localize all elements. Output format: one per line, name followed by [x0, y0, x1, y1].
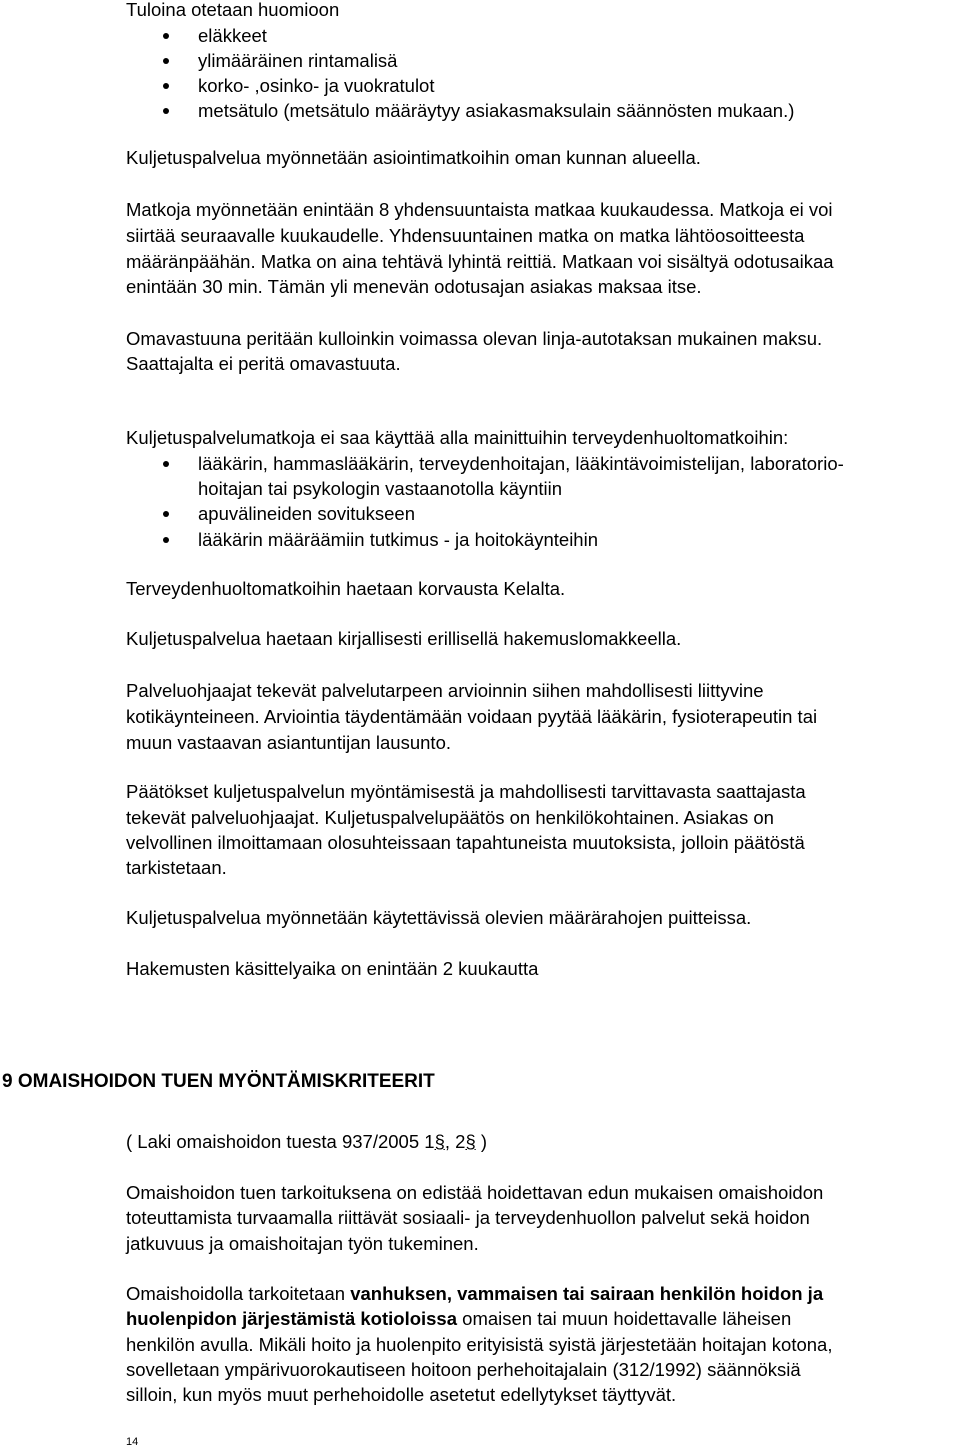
- text-line: Päätökset kuljetuspalvelun myöntämisestä ja mahdollisesti tarvittavasta saattajasta: [126, 781, 806, 802]
- bold-text: vanhuksen, vammaisen tai sairaan henkilön hoidon ja: [350, 1283, 824, 1304]
- text-line: Omaishoidon tuen tarkoituksena on edistää hoidettavan edun mukaisen omaishoidon: [126, 1182, 824, 1203]
- text-line: Saattajalta ei peritä omavastuuta.: [126, 353, 401, 374]
- list-item: apuvälineiden sovitukseen: [198, 503, 416, 524]
- text-line: silloin, kun myös muut perhehoidolle asetetut edellytykset täyttyvät.: [126, 1384, 677, 1405]
- bullet-icon: [163, 461, 169, 467]
- bullet-icon: [163, 511, 169, 517]
- text-line: sovelletaan ympärivuorokautiseen hoitoon perhehoitajalain (312/1992) säännöksiä: [126, 1359, 801, 1380]
- health-title: Kuljetuspalvelumatkoja ei saa käyttää alla mainittuihin terveydenhuoltomatkoihin:: [126, 427, 789, 448]
- paragraph-area: Kuljetuspalvelua myönnetään asiointimatkoihin oman kunnan alueella.: [126, 147, 701, 168]
- text-line: määränpäähän. Matka on aina tehtävä lyhintä reittiä. Matkaan voi sisältyä odotusaikaa: [126, 251, 834, 272]
- bullet-icon: [163, 108, 169, 114]
- law-reference: [126, 1130, 487, 1154]
- bullet-icon: [163, 33, 169, 39]
- text-line: Matkoja myönnetään enintään 8 yhdensuuntaista matkaa kuukaudessa. Matkoja ei voi: [126, 199, 833, 220]
- text-span: Omaishoidolla tarkoitetaan: [126, 1283, 351, 1304]
- text-line: tekevät palveluohjaajat. Kuljetuspalvelupäätös on henkilökohtainen. Asiakas on: [126, 807, 774, 828]
- text-line: toteuttamista turvaamalla riittävät sosiaali- ja terveydenhuollon palvelut sekä hoidon: [126, 1207, 810, 1228]
- list-item: metsätulo (metsätulo määräytyy asiakasmaksulain säännösten mukaan.): [198, 100, 795, 121]
- section-sign-2: §: [465, 1131, 476, 1152]
- section-sign-1: §: [434, 1131, 445, 1152]
- bullet-icon: [163, 537, 169, 543]
- text-line: Palveluohjaajat tekevät palvelutarpeen arvioinnin siihen mahdollisesti liittyvine: [126, 680, 764, 701]
- text-line: [126, 1282, 823, 1306]
- paragraph-kela: Terveydenhuoltomatkoihin haetaan korvausta Kelalta.: [126, 578, 566, 599]
- text-line: [126, 1307, 791, 1331]
- text-line: henkilön avulla. Mikäli hoito ja huolenpito erityisistä syistä järjestetään hoitajan kotona,: [126, 1334, 833, 1355]
- text-line: velvollinen ilmoittamaan olosuhteissaan tapahtuneista muutoksista, jolloin päätöstä: [126, 832, 805, 853]
- list-item: eläkkeet: [198, 25, 267, 46]
- page-number: 14: [126, 1436, 139, 1448]
- bold-text: huolenpidon järjestämistä kotioloissa: [126, 1308, 458, 1329]
- text-line: muun vastaavan asiantuntijan lausunto.: [126, 732, 451, 753]
- law-text: ): [475, 1131, 488, 1152]
- law-text: , 2: [444, 1131, 466, 1152]
- text-line: jatkuvuus ja omaishoitajan työn tukeminen.: [126, 1233, 479, 1254]
- text-line: siirtää seuraavalle kuukaudelle. Yhdensuuntainen matka on matka lähtöosoitteesta: [126, 225, 805, 246]
- income-title: Tuloina otetaan huomioon: [126, 0, 340, 20]
- list-item: lääkärin määräämiin tutkimus - ja hoitokäynteihin: [198, 529, 598, 550]
- section-heading: 9 OMAISHOIDON TUEN MYÖNTÄMISKRITEERIT: [2, 1071, 435, 1092]
- list-item-continuation: hoitajan tai psykologin vastaanotolla käyntiin: [198, 478, 563, 499]
- text-line: Omavastuuna peritään kulloinkin voimassa olevan linja-autotaksan mukainen maksu.: [126, 328, 823, 349]
- paragraph-processing-time: Hakemusten käsittelyaika on enintään 2 kuukautta: [126, 958, 539, 979]
- list-item: ylimääräinen rintamalisä: [198, 50, 398, 71]
- text-line: enintään 30 min. Tämän yli menevän odotusajan asiakas maksaa itse.: [126, 276, 702, 297]
- list-item: korko- ,osinko- ja vuokratulot: [198, 75, 435, 96]
- law-text: ( Laki omaishoidon tuesta 937/2005 1: [126, 1131, 435, 1152]
- bullet-icon: [163, 58, 169, 64]
- text-line: tarkistetaan.: [126, 857, 227, 878]
- paragraph-budget: Kuljetuspalvelua myönnetään käytettävissä olevien määrärahojen puitteissa.: [126, 907, 752, 928]
- paragraph-apply: Kuljetuspalvelua haetaan kirjallisesti erillisellä hakemuslomakkeella.: [126, 628, 682, 649]
- bullet-icon: [163, 83, 169, 89]
- text-line: kotikäynteineen. Arviointia täydentämään voidaan pyytää lääkärin, fysioterapeutin tai: [126, 706, 818, 727]
- list-item: lääkärin, hammaslääkärin, terveydenhoitajan, lääkintävoimistelijan, laboratorio-: [198, 453, 844, 474]
- text-span: omaisen tai muun hoidettavalle läheisen: [457, 1308, 792, 1329]
